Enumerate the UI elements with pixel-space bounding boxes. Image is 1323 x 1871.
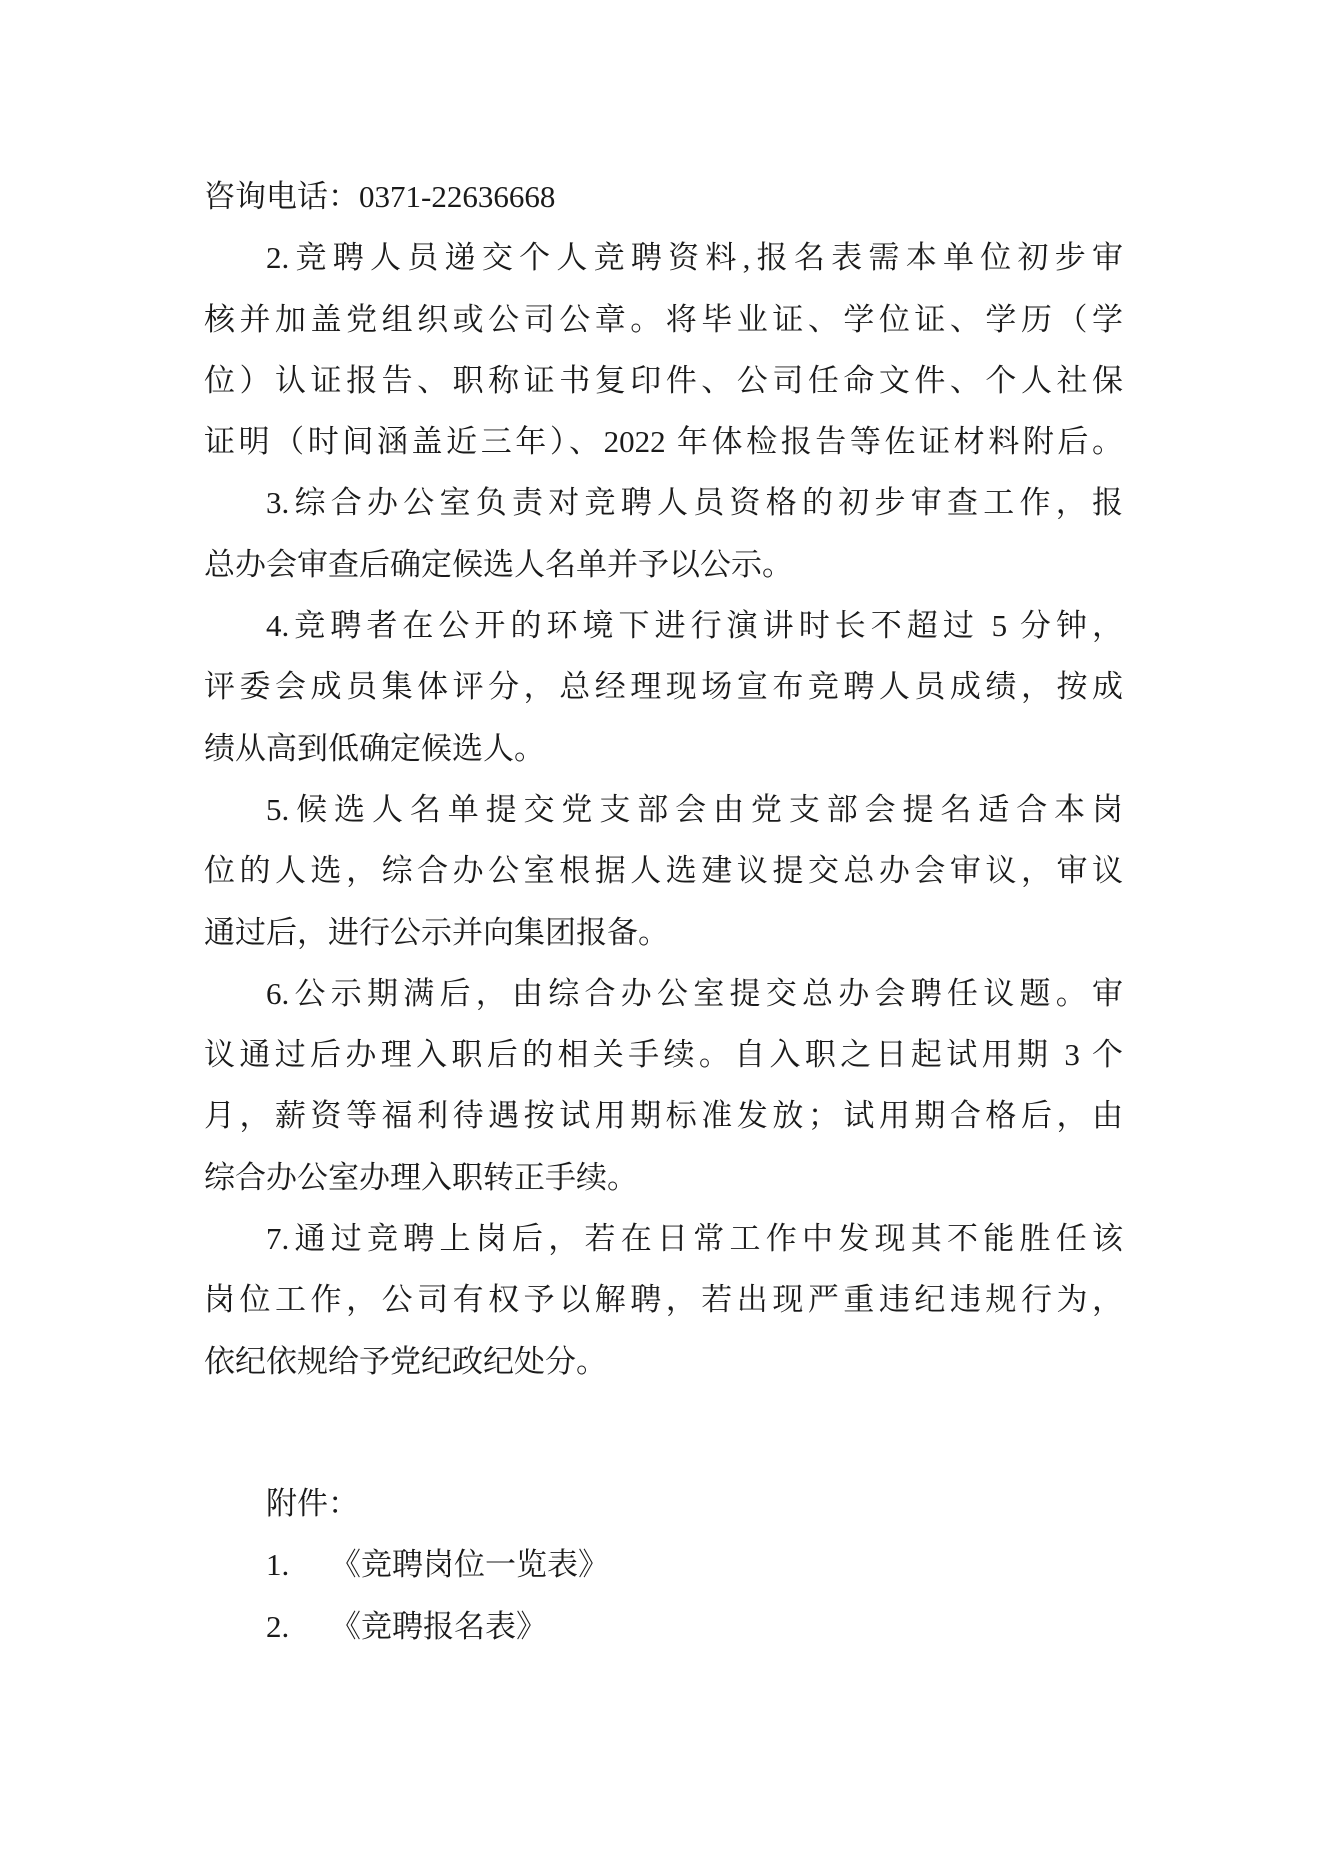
attachments-label: 附件：	[266, 1486, 359, 1521]
body-line: 咨询电话：0371-22636668	[204, 179, 556, 214]
body-line: 综合办公室办理入职转正手续。	[204, 1159, 638, 1195]
body-line: 岗位工作，公司有权予以解聘，若出现严重违纪违规行为，	[204, 1282, 1123, 1318]
body-line: 评委会成员集体评分，总经理现场宣布竞聘人员成绩，按成	[204, 669, 1123, 705]
body-line: 2.竞聘人员递交个人竞聘资料,报名表需本单位初步审	[266, 240, 1123, 276]
attachment-number: 1.	[266, 1547, 290, 1583]
body-line: 6.公示期满后，由综合办公室提交总办会聘任议题。审	[266, 975, 1123, 1011]
body-line: 位）认证报告、职称证书复印件、公司任命文件、个人社保	[204, 362, 1123, 398]
body-line: 依纪依规给予党纪政纪处分。	[204, 1343, 607, 1379]
body-line: 议通过后办理入职后的相关手续。自入职之日起试用期 3 个	[204, 1037, 1123, 1073]
body-line: 总办会审查后确定候选人名单并予以公示。	[204, 546, 793, 582]
attachment-title: 《竞聘报名表》	[330, 1608, 547, 1644]
attachments-list	[204, 1534, 1123, 1657]
attachment-title: 《竞聘岗位一览表》	[330, 1547, 609, 1583]
body-line: 5.候选人名单提交党支部会由党支部会提名适合本岗	[266, 791, 1123, 827]
body-line: 通过后，进行公示并向集团报备。	[204, 914, 669, 950]
body-line: 7.通过竞聘上岗后，若在日常工作中发现其不能胜任该	[266, 1221, 1123, 1257]
attachment-item	[204, 1534, 1123, 1595]
body-line: 3.综合办公室负责对竞聘人员资格的初步审查工作，报	[266, 485, 1123, 521]
attachments-section	[204, 1473, 1123, 1657]
body-line: 绩从高到低确定候选人。	[204, 730, 545, 766]
body-line: 证明（时间涵盖近三年）、2022 年体检报告等佐证材料附后。	[204, 424, 1123, 460]
body-line: 位的人选，综合办公室根据人选建议提交总办会审议，审议	[204, 853, 1123, 889]
attachment-item	[204, 1596, 1123, 1657]
body-line: 核并加盖党组织或公司公章。将毕业证、学位证、学历（学	[204, 301, 1123, 337]
document-body	[204, 166, 1123, 1392]
body-line: 月，薪资等福利待遇按试用期标准发放；试用期合格后，由	[204, 1098, 1123, 1134]
body-line: 4.竞聘者在公开的环境下进行演讲时长不超过 5 分钟，	[266, 608, 1123, 644]
attachment-number: 2.	[266, 1608, 290, 1644]
